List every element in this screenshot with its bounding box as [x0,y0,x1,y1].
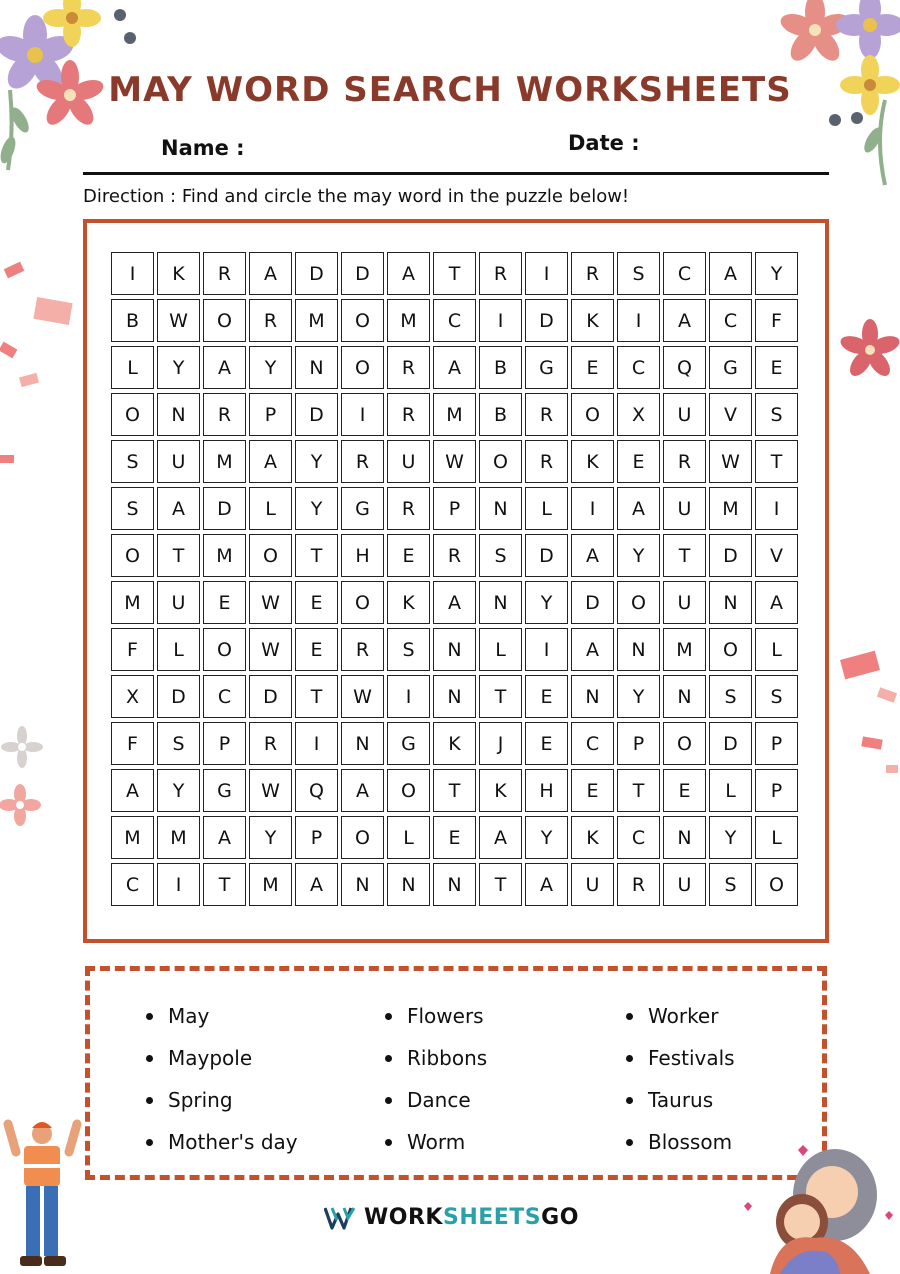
grid-cell[interactable]: N [617,628,660,671]
grid-cell[interactable]: U [571,863,614,906]
grid-cell[interactable]: Y [617,675,660,718]
word-column-1 [146,995,298,1163]
worksheetsgo-logo [324,1205,579,1230]
grid-cell[interactable]: O [341,581,384,624]
grid-cell[interactable]: A [295,863,338,906]
grid-cell[interactable]: C [709,299,752,342]
grid-cell[interactable]: Q [295,769,338,812]
grid-cell[interactable]: R [525,440,568,483]
date-label: Date : [568,131,640,155]
grid-cell[interactable]: A [525,863,568,906]
grid-cell[interactable]: O [203,628,246,671]
grid-cell[interactable]: A [663,299,706,342]
flower-decoration-left [0,725,45,835]
grid-cell[interactable]: N [479,581,522,624]
grid-cell[interactable]: P [433,487,476,530]
grid-cell[interactable]: N [663,675,706,718]
grid-cell[interactable]: N [571,675,614,718]
grid-cell[interactable]: D [709,534,752,577]
mother-child-illustration [740,1140,900,1274]
grid-cell[interactable]: G [709,346,752,389]
grid-cell[interactable]: P [617,722,660,765]
grid-cell[interactable]: C [617,816,660,859]
grid-cell[interactable]: S [617,252,660,295]
grid-cell[interactable]: P [203,722,246,765]
grid-cell[interactable]: P [295,816,338,859]
grid-cell[interactable]: O [571,393,614,436]
bullet-icon [626,1013,633,1020]
grid-cell[interactable]: M [249,863,292,906]
bullet-icon [385,1139,392,1146]
grid-cell[interactable]: T [295,534,338,577]
word-item: Ribbons [385,1037,487,1079]
grid-cell[interactable]: N [433,863,476,906]
grid-cell[interactable]: A [709,252,752,295]
grid-cell[interactable]: I [525,628,568,671]
grid-cell[interactable]: V [709,393,752,436]
grid-cell[interactable]: L [157,628,200,671]
grid-cell[interactable]: W [249,769,292,812]
grid-cell[interactable]: N [341,863,384,906]
grid-cell[interactable]: E [295,581,338,624]
grid-cell[interactable]: H [525,769,568,812]
grid-cell[interactable]: O [755,863,798,906]
grid-cell[interactable]: D [203,487,246,530]
grid-cell[interactable]: I [341,393,384,436]
grid-cell[interactable]: Y [617,534,660,577]
grid-cell[interactable]: R [617,863,660,906]
logo-text-sheets: SHEETS [442,1205,542,1230]
grid-cell[interactable]: P [755,722,798,765]
grid-cell[interactable]: N [479,487,522,530]
grid-cell[interactable]: E [617,440,660,483]
grid-cell[interactable]: Y [295,440,338,483]
grid-cell[interactable]: P [249,393,292,436]
grid-cell[interactable]: L [111,346,154,389]
grid-cell[interactable]: A [157,487,200,530]
word-item: Worker [626,995,735,1037]
grid-cell[interactable]: I [617,299,660,342]
grid-cell[interactable]: C [663,252,706,295]
grid-cell[interactable]: B [479,346,522,389]
grid-cell[interactable]: T [433,769,476,812]
worksheetsgo-logo-icon [324,1206,358,1230]
grid-cell[interactable]: N [663,816,706,859]
grid-cell[interactable]: I [157,863,200,906]
grid-cell[interactable]: Y [755,252,798,295]
grid-cell[interactable]: E [755,346,798,389]
grid-cell[interactable]: N [387,863,430,906]
grid-cell[interactable]: E [387,534,430,577]
grid-cell[interactable]: Y [157,346,200,389]
grid-cell[interactable]: A [479,816,522,859]
word-item: Dance [385,1079,487,1121]
grid-cell[interactable]: T [479,863,522,906]
grid-cell[interactable]: E [571,769,614,812]
grid-cell[interactable]: D [341,252,384,295]
word-item: Flowers [385,995,487,1037]
grid-cell[interactable]: T [755,440,798,483]
word-item: Worm [385,1121,487,1163]
grid-cell[interactable]: M [111,581,154,624]
grid-cell[interactable]: D [249,675,292,718]
grid-cell[interactable]: A [249,252,292,295]
grid-cell[interactable]: M [203,440,246,483]
grid-cell[interactable]: L [525,487,568,530]
grid-cell[interactable]: I [571,487,614,530]
grid-cell[interactable]: F [111,628,154,671]
grid-cell[interactable]: R [387,346,430,389]
grid-cell[interactable]: A [571,628,614,671]
word-item: Taurus [626,1079,735,1121]
bullet-icon [626,1055,633,1062]
grid-cell[interactable]: O [203,299,246,342]
grid-cell[interactable]: U [157,440,200,483]
grid-cell[interactable]: W [249,581,292,624]
grid-cell[interactable]: O [111,393,154,436]
word-column-3 [626,995,735,1163]
grid-cell[interactable]: A [111,769,154,812]
bullet-icon [146,1097,153,1104]
grid-cell[interactable]: L [755,628,798,671]
confetti-left [0,255,75,465]
grid-cell[interactable]: O [341,299,384,342]
grid-cell[interactable]: L [387,816,430,859]
word-item: May [146,995,298,1037]
grid-cell[interactable]: K [157,252,200,295]
name-label: Name : [161,136,245,160]
grid-cell[interactable]: K [571,299,614,342]
grid-cell[interactable]: S [157,722,200,765]
grid-cell[interactable]: Y [249,816,292,859]
grid-cell[interactable]: O [663,722,706,765]
grid-cell[interactable]: E [433,816,476,859]
grid-cell[interactable]: B [479,393,522,436]
grid-cell[interactable]: J [479,722,522,765]
grid-cell[interactable]: R [433,534,476,577]
grid-cell[interactable]: C [617,346,660,389]
grid-cell[interactable]: T [663,534,706,577]
grid-cell[interactable]: I [111,252,154,295]
grid-cell[interactable]: R [387,487,430,530]
grid-cell[interactable]: T [617,769,660,812]
grid-cell[interactable]: S [111,487,154,530]
grid-cell[interactable]: G [387,722,430,765]
grid-cell[interactable]: I [387,675,430,718]
grid-cell[interactable]: N [295,346,338,389]
grid-cell[interactable]: N [433,628,476,671]
grid-cell[interactable]: X [111,675,154,718]
page-title: MAY WORD SEARCH WORKSHEETS [108,70,792,110]
grid-cell[interactable]: F [111,722,154,765]
bullet-icon [146,1055,153,1062]
word-column-2 [385,995,487,1163]
grid-cell[interactable]: U [157,581,200,624]
grid-cell[interactable]: O [479,440,522,483]
word-item: Maypole [146,1037,298,1079]
grid-cell[interactable]: R [479,252,522,295]
grid-cell[interactable]: G [203,769,246,812]
logo-text-go: GO [541,1205,579,1230]
grid-cell[interactable]: S [755,393,798,436]
word-item: Mother's day [146,1121,298,1163]
grid-cell[interactable]: T [433,252,476,295]
grid-cell[interactable]: I [755,487,798,530]
grid-cell[interactable]: S [479,534,522,577]
grid-cell[interactable]: R [341,440,384,483]
grid-cell[interactable]: U [663,487,706,530]
grid-cell[interactable]: E [525,675,568,718]
bullet-icon [626,1097,633,1104]
grid-cell[interactable]: D [571,581,614,624]
grid-cell[interactable]: T [203,863,246,906]
grid-cell[interactable]: S [709,675,752,718]
grid-cell[interactable]: R [571,252,614,295]
grid-cell[interactable]: A [203,346,246,389]
grid-cell[interactable]: M [203,534,246,577]
grid-cell[interactable]: A [433,581,476,624]
grid-cell[interactable]: A [433,346,476,389]
grid-cell[interactable]: X [617,393,660,436]
grid-cell[interactable]: L [479,628,522,671]
grid-cell[interactable]: D [295,393,338,436]
grid-cell[interactable]: I [525,252,568,295]
grid-cell[interactable]: A [571,534,614,577]
logo-text-work: WORK [364,1205,443,1230]
grid-cell[interactable]: M [433,393,476,436]
grid-cell[interactable]: C [571,722,614,765]
grid-cell[interactable]: R [249,299,292,342]
grid-cell[interactable]: R [341,628,384,671]
grid-cell[interactable]: R [249,722,292,765]
grid-cell[interactable]: E [203,581,246,624]
grid-cell[interactable]: V [755,534,798,577]
header-divider [83,172,829,175]
grid-cell[interactable]: O [111,534,154,577]
grid-cell[interactable]: N [433,675,476,718]
grid-cell[interactable]: A [203,816,246,859]
grid-cell[interactable]: U [663,393,706,436]
grid-cell[interactable]: W [709,440,752,483]
grid-cell[interactable]: N [341,722,384,765]
grid-cell[interactable]: L [755,816,798,859]
grid-cell[interactable]: A [249,440,292,483]
grid-cell[interactable]: F [755,299,798,342]
word-item: Festivals [626,1037,735,1079]
grid-cell[interactable]: E [295,628,338,671]
bullet-icon [385,1097,392,1104]
grid-cell[interactable]: S [111,440,154,483]
grid-cell[interactable]: A [755,581,798,624]
flower-decoration-right [838,318,900,383]
grid-cell[interactable]: S [755,675,798,718]
grid-cell[interactable]: O [341,346,384,389]
grid-cell[interactable]: C [203,675,246,718]
bullet-icon [146,1139,153,1146]
grid-cell[interactable]: I [479,299,522,342]
grid-cell[interactable]: L [249,487,292,530]
grid-cell[interactable]: R [387,393,430,436]
grid-cell[interactable]: M [157,816,200,859]
word-item: Spring [146,1079,298,1121]
grid-cell[interactable]: K [571,440,614,483]
grid-cell[interactable]: S [709,863,752,906]
grid-cell[interactable]: T [157,534,200,577]
grid-cell[interactable]: O [617,581,660,624]
grid-cell[interactable]: W [341,675,384,718]
grid-cell[interactable]: Q [663,346,706,389]
grid-cell[interactable]: D [525,534,568,577]
grid-cell[interactable]: E [525,722,568,765]
grid-cell[interactable]: G [525,346,568,389]
grid-cell[interactable]: S [387,628,430,671]
word-item: Blossom [626,1121,735,1163]
grid-cell[interactable]: P [755,769,798,812]
grid-cell[interactable]: O [387,769,430,812]
grid-cell[interactable]: U [663,863,706,906]
grid-cell[interactable]: M [387,299,430,342]
grid-cell[interactable]: E [663,769,706,812]
grid-cell[interactable]: Y [295,487,338,530]
grid-cell[interactable]: I [295,722,338,765]
direction-text: Direction : Find and circle the may word in the puzzle below! [83,186,630,207]
grid-cell[interactable]: D [295,252,338,295]
grid-cell[interactable]: R [663,440,706,483]
grid-cell[interactable]: D [525,299,568,342]
grid-cell[interactable]: K [433,722,476,765]
grid-cell[interactable]: Y [157,769,200,812]
grid-cell[interactable]: U [387,440,430,483]
bullet-icon [385,1055,392,1062]
grid-cell[interactable]: Y [525,581,568,624]
grid-cell[interactable]: A [341,769,384,812]
grid-cell[interactable]: M [709,487,752,530]
grid-cell[interactable]: A [387,252,430,295]
grid-cell[interactable]: T [295,675,338,718]
grid-cell[interactable]: C [111,863,154,906]
grid-cell[interactable]: Y [709,816,752,859]
grid-cell[interactable]: C [433,299,476,342]
grid-cell[interactable]: B [111,299,154,342]
confetti-right [840,650,900,785]
grid-cell[interactable]: W [433,440,476,483]
grid-cell[interactable]: W [157,299,200,342]
grid-cell[interactable]: R [203,252,246,295]
word-search-grid [111,252,798,906]
grid-cell[interactable]: D [157,675,200,718]
grid-cell[interactable]: O [249,534,292,577]
grid-cell[interactable]: L [709,769,752,812]
grid-cell[interactable]: N [157,393,200,436]
grid-cell[interactable]: D [709,722,752,765]
grid-cell[interactable]: R [525,393,568,436]
bullet-icon [385,1013,392,1020]
bullet-icon [146,1013,153,1020]
grid-cell[interactable]: O [341,816,384,859]
grid-cell[interactable]: T [479,675,522,718]
grid-cell[interactable]: O [709,628,752,671]
worker-illustration [0,1112,85,1274]
grid-cell[interactable]: K [571,816,614,859]
grid-cell[interactable]: K [387,581,430,624]
grid-cell[interactable]: E [571,346,614,389]
grid-cell[interactable]: N [709,581,752,624]
grid-cell[interactable]: Y [249,346,292,389]
grid-cell[interactable]: U [663,581,706,624]
grid-cell[interactable]: M [663,628,706,671]
grid-cell[interactable]: Y [525,816,568,859]
grid-cell[interactable]: K [479,769,522,812]
grid-cell[interactable]: M [111,816,154,859]
grid-cell[interactable]: W [249,628,292,671]
grid-cell[interactable]: M [295,299,338,342]
grid-cell[interactable]: H [341,534,384,577]
bullet-icon [626,1139,633,1146]
grid-cell[interactable]: R [203,393,246,436]
grid-cell[interactable]: A [617,487,660,530]
grid-cell[interactable]: G [341,487,384,530]
